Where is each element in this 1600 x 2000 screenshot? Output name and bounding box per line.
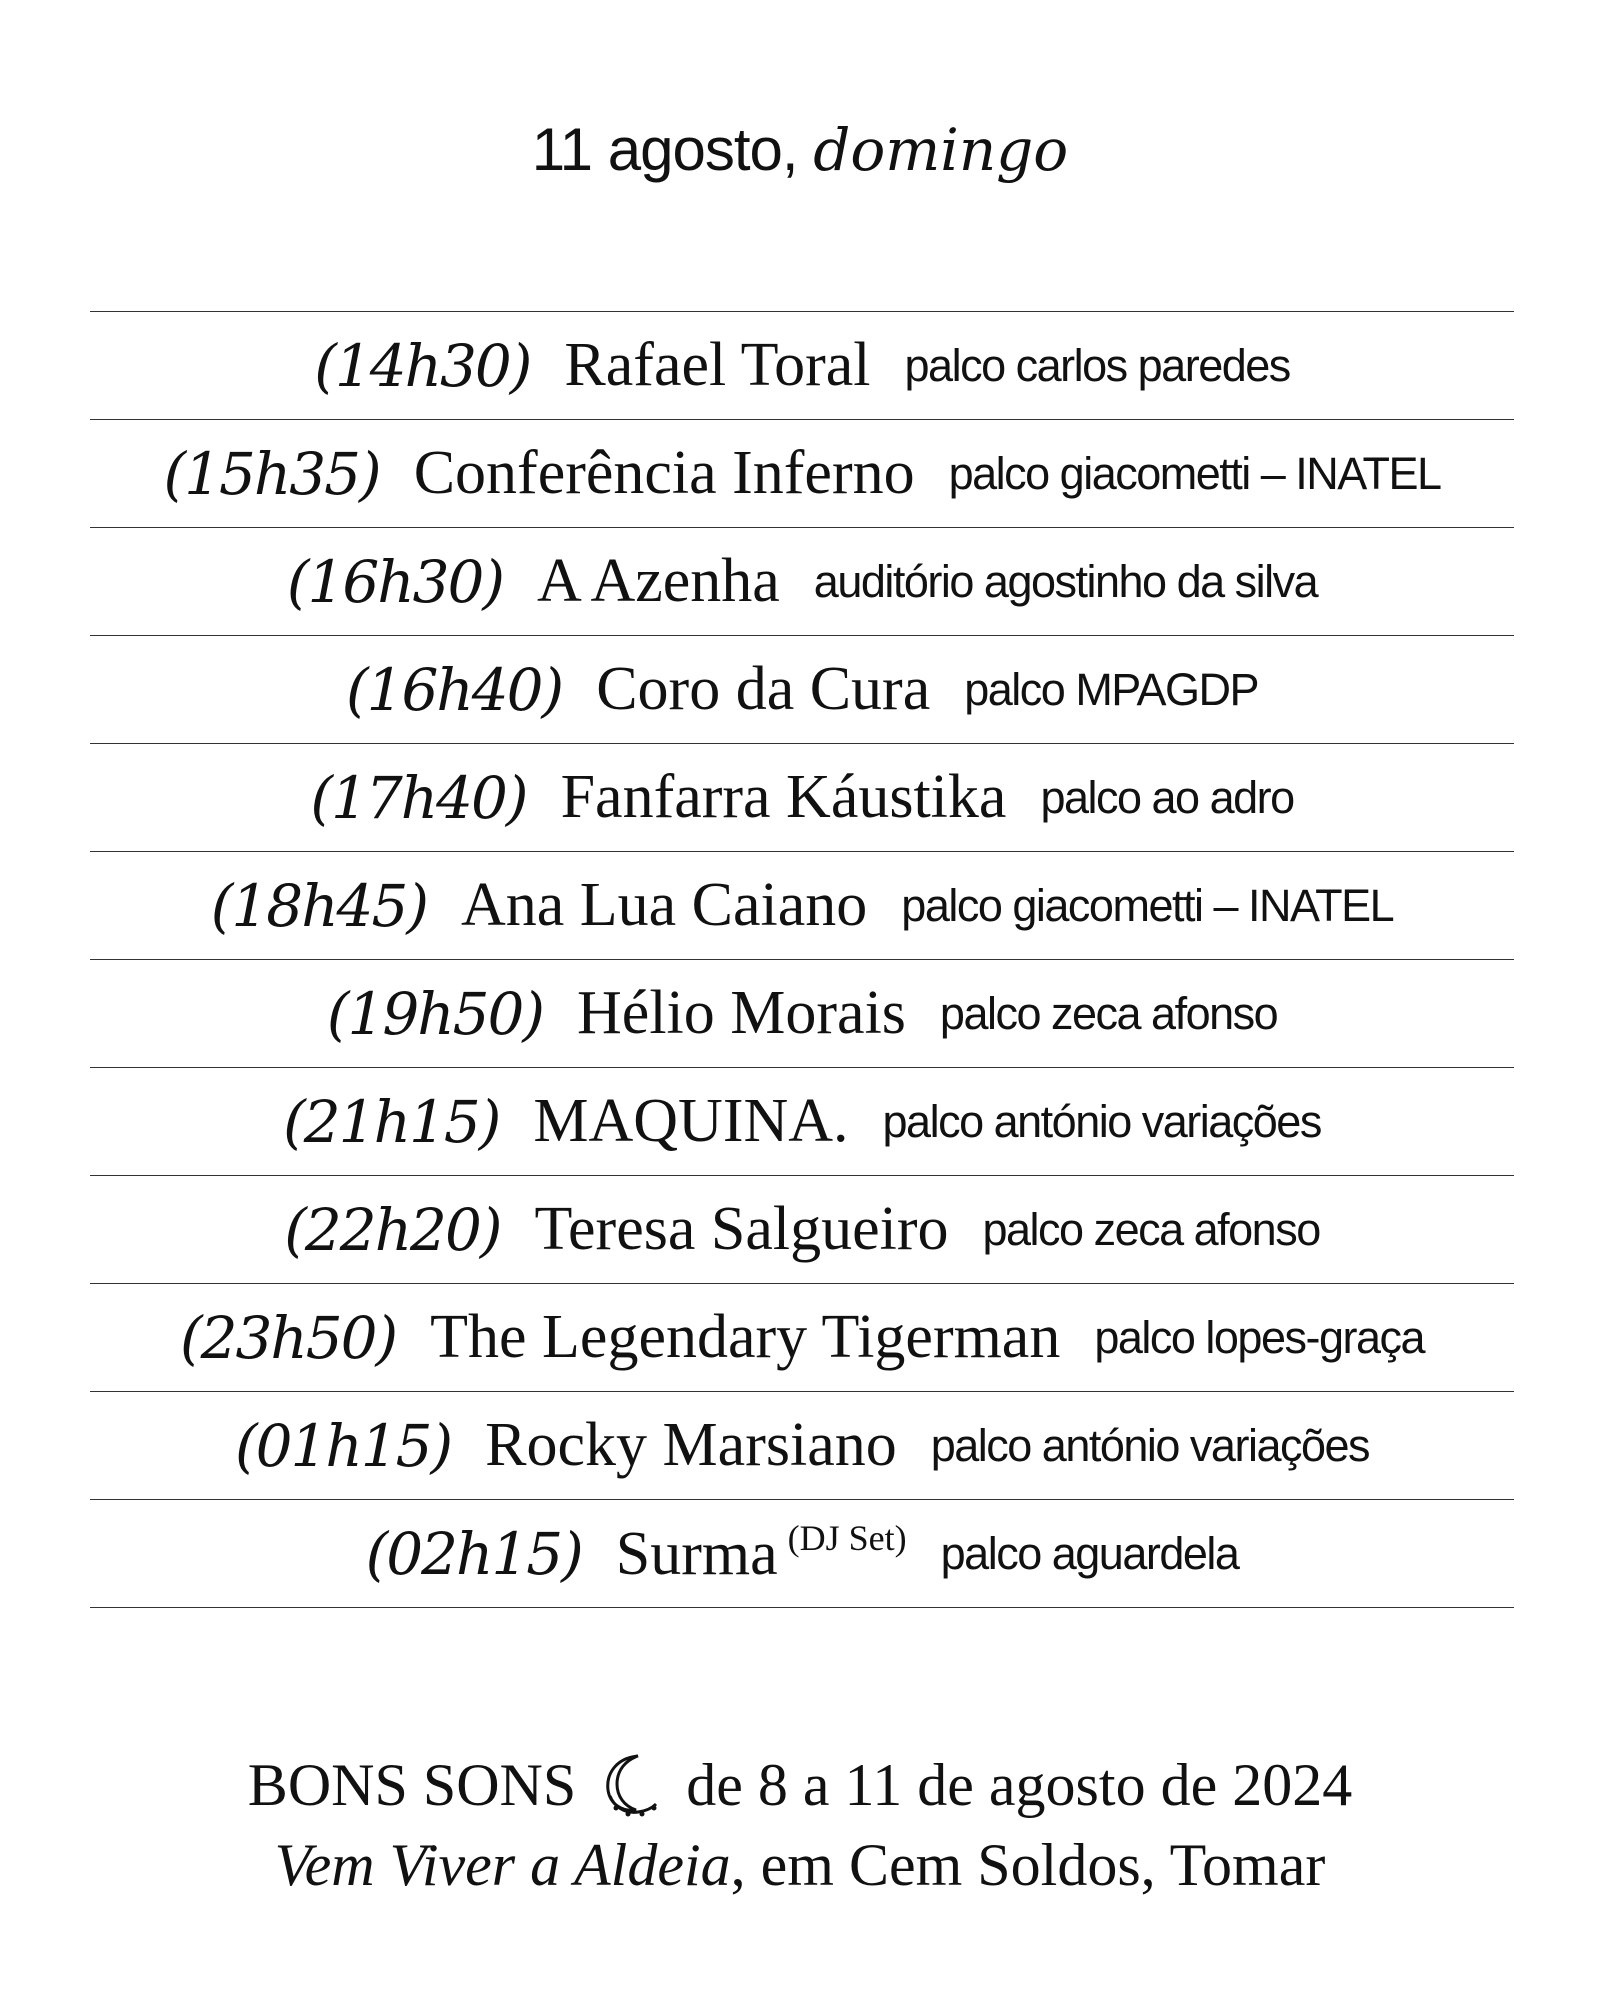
schedule-row <box>90 1392 1514 1500</box>
schedule-list <box>90 311 1514 1608</box>
slot-time: (15h35) <box>163 439 380 508</box>
schedule-row <box>90 1284 1514 1392</box>
artist-name: Teresa Salgueiro <box>534 1195 949 1263</box>
slot-time: (14h30) <box>314 331 531 400</box>
slot-time: (19h50) <box>326 979 544 1048</box>
stage-name: palco giacometti – INATEL <box>901 879 1394 931</box>
festival-dates-line <box>0 1745 1600 1825</box>
slot-time: (22h20) <box>284 1195 501 1264</box>
stage-name: palco zeca afonso <box>982 1203 1320 1255</box>
slot-time: (02h15) <box>365 1519 582 1588</box>
schedule-row <box>90 312 1514 420</box>
schedule-row <box>90 636 1514 744</box>
artist-name: Conferência Inferno <box>413 439 915 507</box>
slot-time: (16h40) <box>345 655 563 724</box>
festival-slogan-line <box>0 1825 1600 1905</box>
festival-name: BONS SONS <box>247 1752 577 1818</box>
page-title <box>0 112 1600 188</box>
weekday-label: domingo <box>813 116 1069 184</box>
schedule-row <box>90 852 1514 960</box>
festival-dates: de 8 a 11 de agosto de 2024 <box>686 1752 1353 1818</box>
artist-name: Coro da Cura <box>596 655 931 723</box>
date-label: 11 agosto, <box>531 116 814 183</box>
stage-name: palco MPAGDP <box>964 663 1259 715</box>
schedule-row <box>90 1068 1514 1176</box>
artist-name-text: Surma <box>615 1520 778 1588</box>
stage-name: palco antónio variações <box>882 1095 1321 1147</box>
stage-name: palco lopes-graça <box>1094 1311 1425 1363</box>
stage-name: palco zeca afonso <box>939 987 1278 1039</box>
stage-name: auditório agostinho da silva <box>813 555 1318 607</box>
schedule-row <box>90 1176 1514 1284</box>
artist-name: Ana Lua Caiano <box>460 871 868 939</box>
schedule-row <box>90 744 1514 852</box>
schedule-row <box>90 528 1514 636</box>
artist-name <box>616 1517 907 1590</box>
artist-name: MAQUINA. <box>533 1087 849 1155</box>
artist-name: A Azenha <box>537 547 780 615</box>
schedule-row <box>90 420 1514 528</box>
schedule-row <box>90 960 1514 1068</box>
stage-name: palco aguardela <box>940 1527 1239 1579</box>
stage-name: palco giacometti – INATEL <box>948 447 1441 499</box>
slot-time: (21h15) <box>283 1087 500 1156</box>
artist-name: Rocky Marsiano <box>485 1411 897 1479</box>
artist-name: Hélio Morais <box>577 979 906 1047</box>
stage-name: palco antónio variações <box>930 1419 1370 1471</box>
slot-time: (16h30) <box>286 547 504 616</box>
artist-name: Rafael Toral <box>564 331 871 399</box>
festival-footer <box>0 1745 1600 1905</box>
artist-name: The Legendary Tigerman <box>430 1303 1061 1371</box>
set-type-note: (DJ Set) <box>787 1518 907 1558</box>
festival-slogan: Vem Viver a Aldeia <box>274 1832 731 1898</box>
crescent-moon-logo-icon <box>602 1752 660 1818</box>
slot-time: (01h15) <box>234 1411 452 1480</box>
slot-time: (17h40) <box>310 763 527 832</box>
stage-name: palco ao adro <box>1040 771 1294 823</box>
schedule-row <box>90 1500 1514 1608</box>
festival-location: , em Cem Soldos, Tomar <box>730 1832 1326 1898</box>
slot-time: (23h50) <box>179 1303 397 1372</box>
slot-time: (18h45) <box>210 871 427 940</box>
stage-name: palco carlos paredes <box>904 339 1290 391</box>
artist-name: Fanfarra Káustika <box>560 763 1007 831</box>
